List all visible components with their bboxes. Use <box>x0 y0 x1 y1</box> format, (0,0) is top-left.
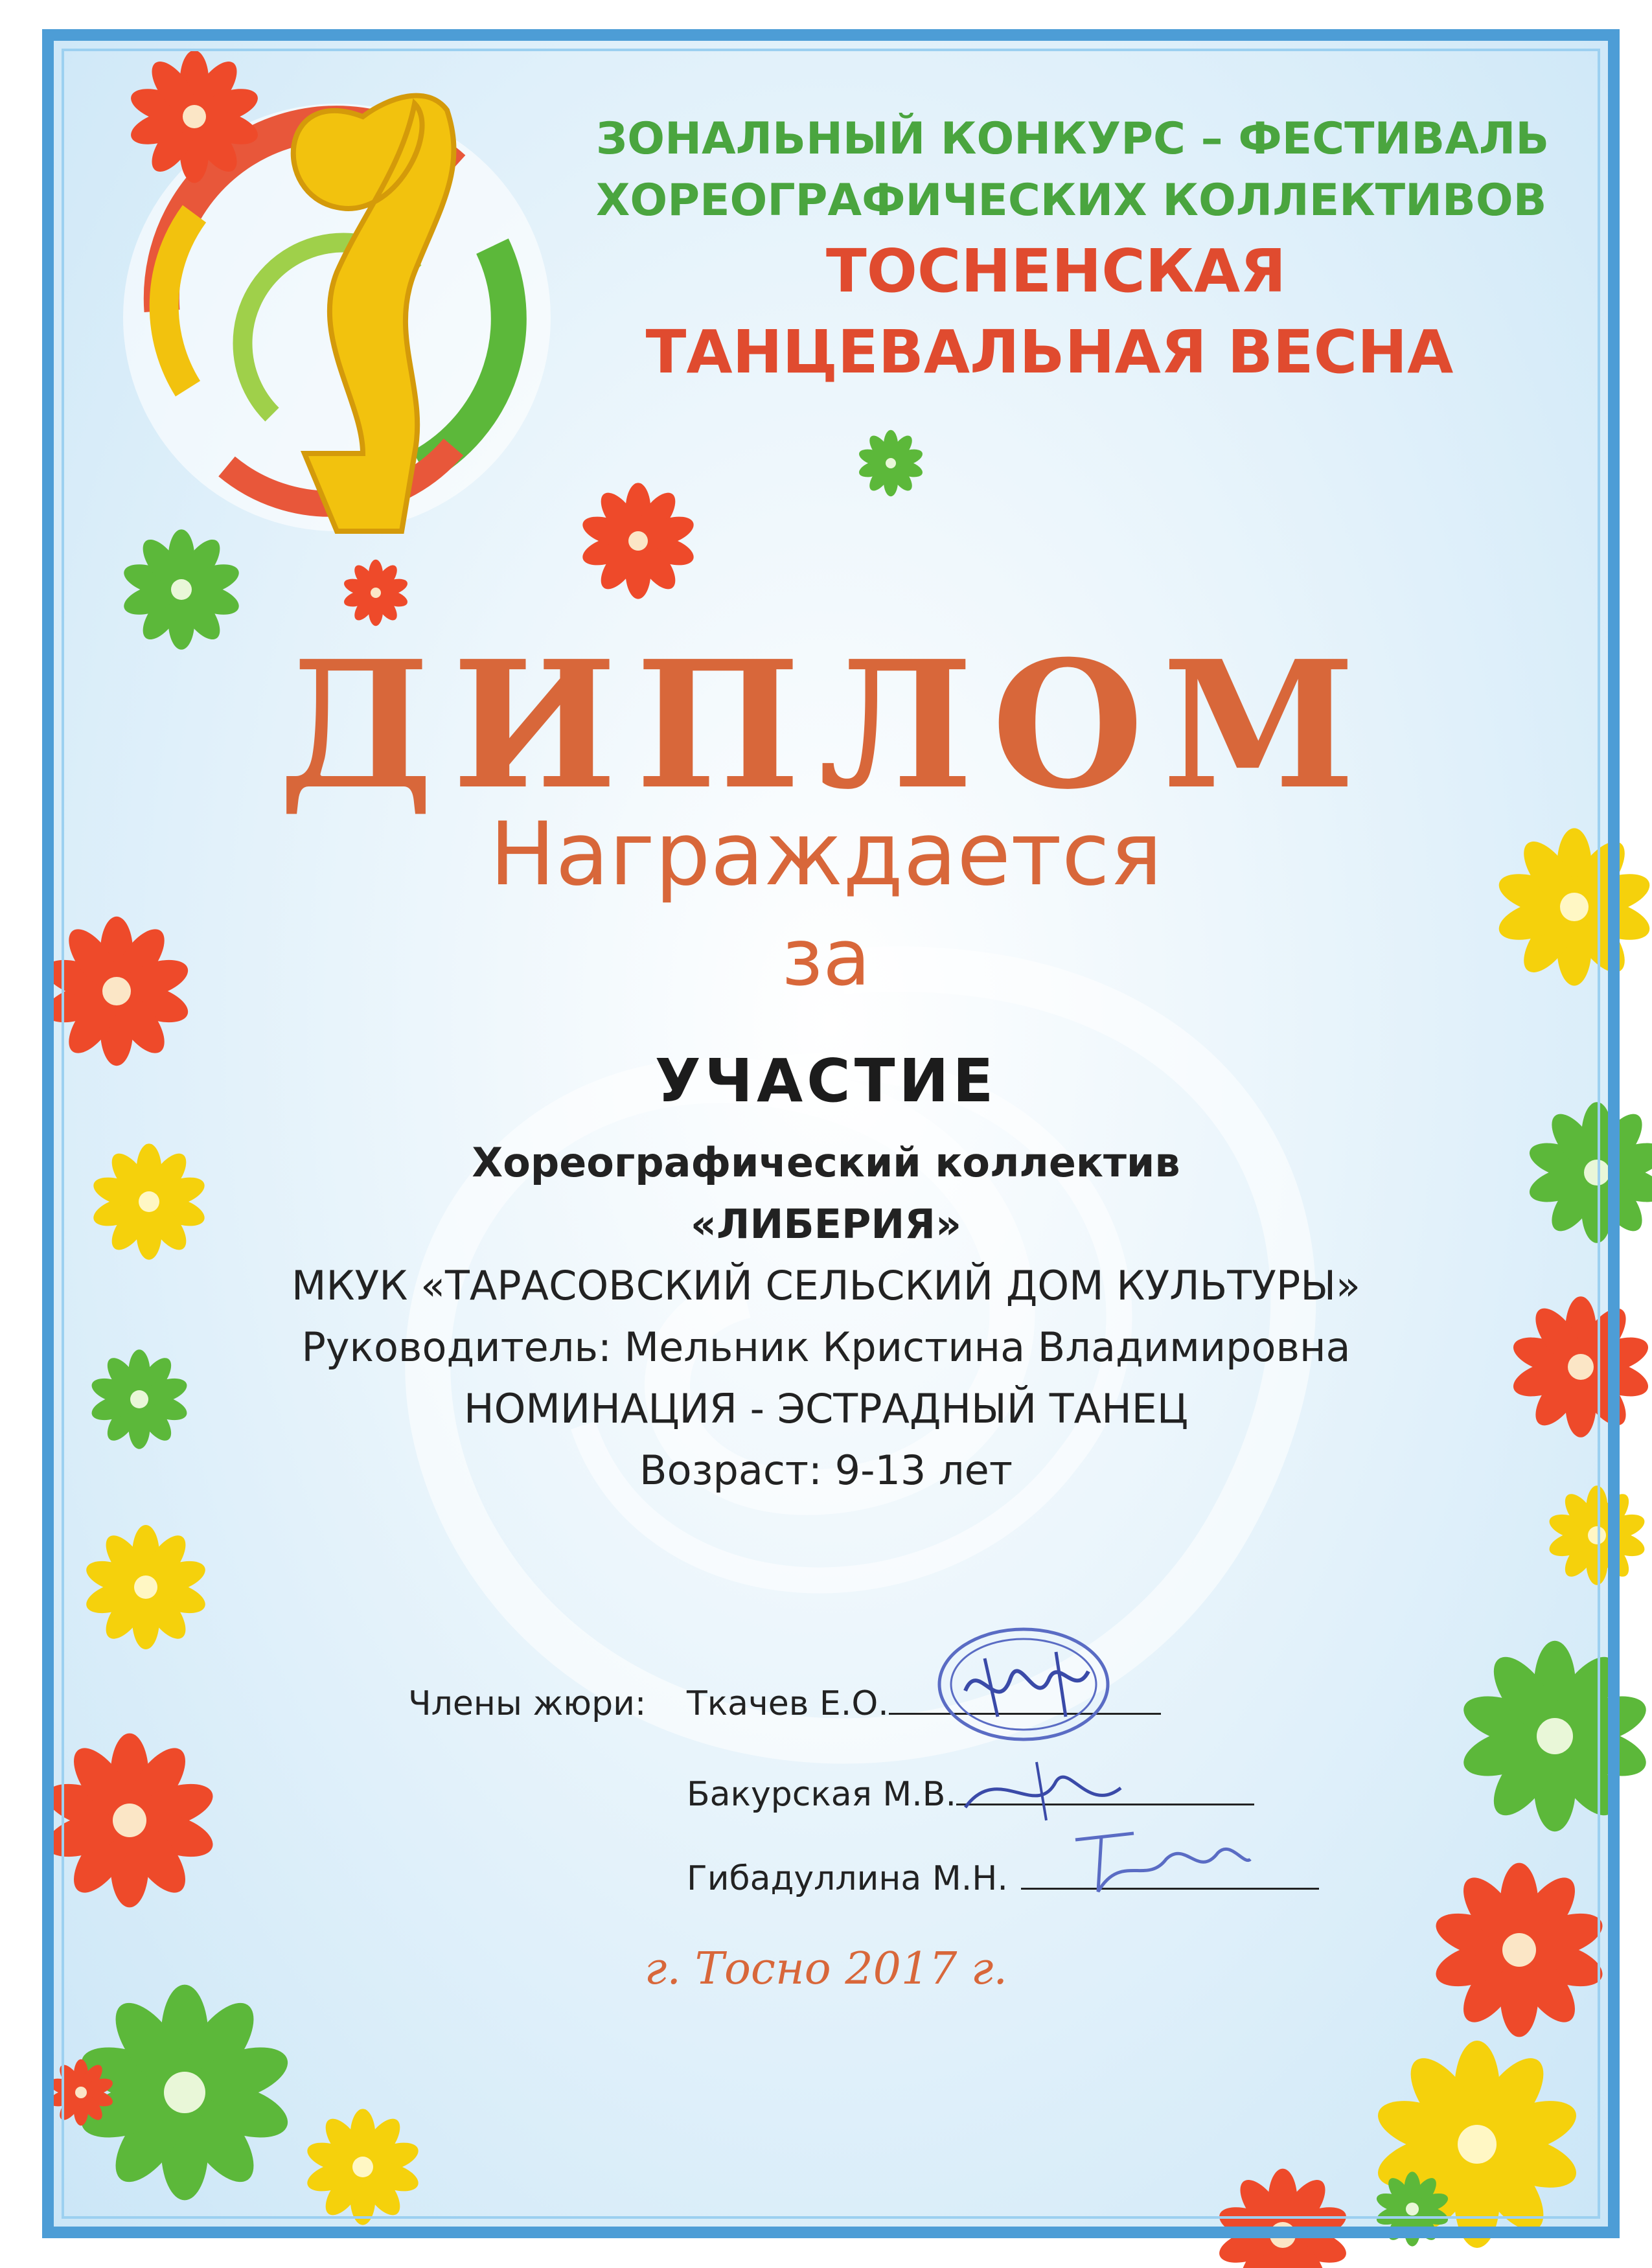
place-and-year: г. Тосно 2017 г. <box>645 1943 1007 1995</box>
juror-name: Ткачев Е.О. <box>687 1684 889 1723</box>
award-reason: УЧАСТИЕ <box>654 1046 998 1116</box>
age-group: Возраст: 9-13 лет <box>639 1447 1013 1494</box>
nomination: НОМИНАЦИЯ - ЭСТРАДНЫЙ ТАНЕЦ <box>463 1385 1189 1432</box>
juror-name: Гибадуллина М.Н. <box>687 1859 1008 1898</box>
festival-name-line-1: ЗОНАЛЬНЫЙ КОНКУРС – ФЕСТИВАЛЬ <box>596 113 1550 165</box>
collective-type: Хореографический коллектив <box>472 1139 1180 1186</box>
signature-image <box>926 1620 1121 1749</box>
festival-name-line-2: ХОРЕОГРАФИЧЕСКИХ КОЛЛЕКТИВОВ <box>596 175 1547 226</box>
institution-name: МКУК «ТАРАСОВСКИЙ СЕЛЬСКИЙ ДОМ КУЛЬТУРЫ» <box>292 1262 1360 1309</box>
signature-image <box>1062 1814 1257 1905</box>
collective-name: «ЛИБЕРИЯ» <box>690 1200 962 1248</box>
diploma-title: ДИПЛОМ <box>278 622 1374 828</box>
festival-name-line-4: ТАНЦЕВАЛЬНАЯ ВЕСНА <box>645 317 1454 387</box>
leader-name: Руководитель: Мельник Кристина Владимировна <box>301 1323 1351 1371</box>
festival-name-line-3: ТОСНЕНСКАЯ <box>825 236 1287 306</box>
awarded-text: Награждается <box>489 803 1163 905</box>
for-text: за <box>781 913 871 1003</box>
juror-name: Бакурская М.В. <box>687 1775 956 1814</box>
jury-label: Члены жюри: <box>408 1684 647 1723</box>
